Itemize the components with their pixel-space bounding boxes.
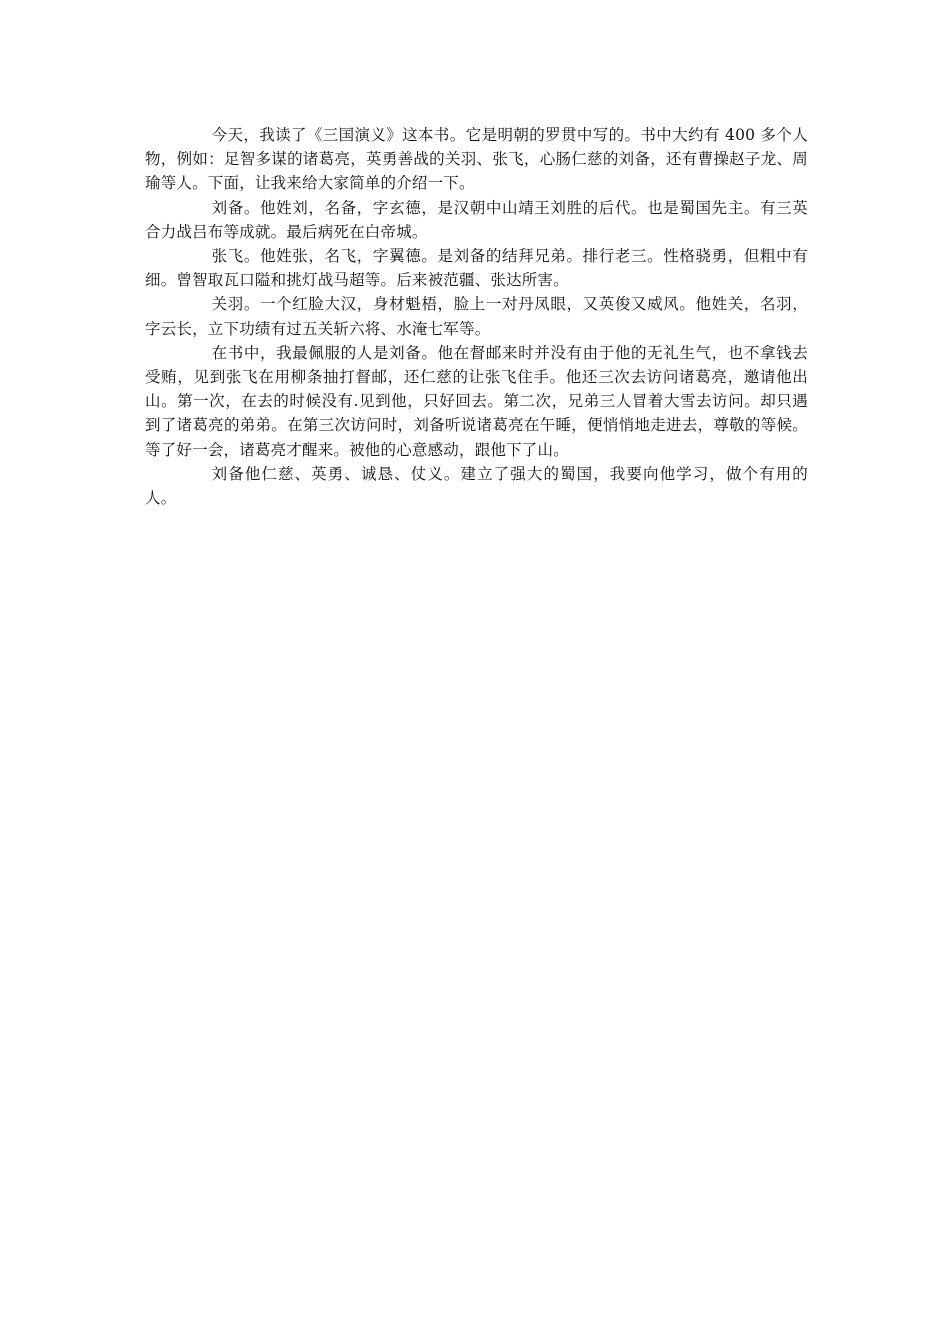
paragraph-zhang-fei: 张飞。他姓张，名飞，字翼德。是刘备的结拜兄弟。排行老三。性格骁勇，但粗中有细。曾智取瓦口隘和挑灯战马超等。后来被范疆、张达所害。 [145, 247, 808, 290]
paragraph-guan-yu: 关羽。一个红脸大汉，身材魁梧，脸上一对丹凤眼，又英俊又威风。他姓关，名羽，字云长，立下功绩有过五关斩六将、水淹七军等。 [145, 295, 808, 338]
paragraph-admiration: 在书中，我最佩服的人是刘备。他在督邮来时并没有由于他的无礼生气，也不拿钱去受贿，见到张飞在用柳条抽打督邮，还仁慈的让张飞住手。他还三次去访问诸葛亮，邀请他出山。第一次，在去的时候没有.见到他，只好回去。第二次，兄弟三人冒着大雪去访问。却只遇到了诸葛亮的弟弟。在第三次访问时，刘备听说诸葛亮在午睡，便悄悄地走进去，尊敬的等候。等了好一会，诸葛亮才醒来。被他的心意感动，跟他下了山。 [145, 343, 808, 459]
paragraph-liu-bei: 刘备。他姓刘，名备，字玄德，是汉朝中山靖王刘胜的后代。也是蜀国先主。有三英合力战吕布等成就。最后病死在白帝城。 [145, 198, 808, 241]
document-body [145, 123, 808, 510]
paragraph-intro: 今天，我读了《三国演义》这本书。它是明朝的罗贯中写的。书中大约有 400 多个人物，例如：足智多谋的诸葛亮，英勇善战的关羽、张飞，心肠仁慈的刘备，还有曹操赵子龙、周瑜等人。下面，让我来给大家简单的介绍一下。 [145, 126, 808, 193]
paragraph-conclusion: 刘备他仁慈、英勇、诚恳、仗义。建立了强大的蜀国，我要向他学习，做个有用的人。 [145, 464, 808, 508]
